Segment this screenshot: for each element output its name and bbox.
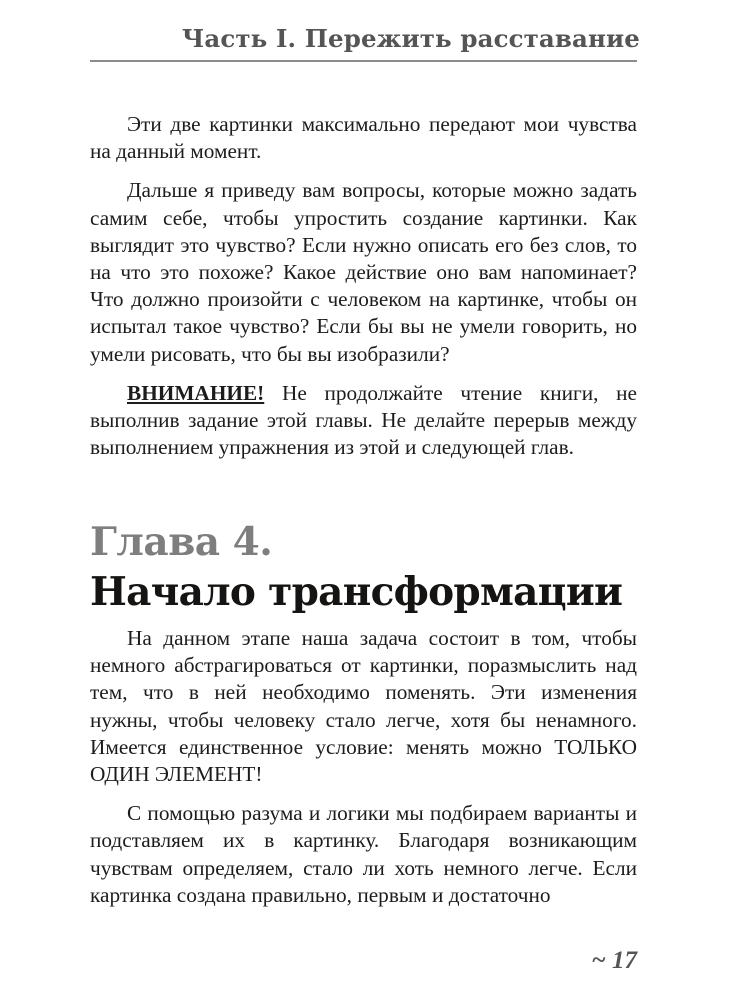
page-number: ~ 17	[591, 947, 637, 974]
paragraph: С помощью разума и логики мы подбираем варианты и подставляем их в картинку. Благодаря возникающим чувствам определяем, стало ли хоть немного легче. Если картинка создана правильно, первым и достаточно	[90, 801, 637, 907]
paragraph: На данном этапе наша задача состоит в том, чтобы немного абстрагироваться от картинки, поразмыслить над тем, что в ней необходимо поменять. Эти изменения нужны, чтобы человеку стало легче, хотя бы ненамного. Имеется единственное условие: менять можно ТОЛЬКО ОДИН ЭЛЕМЕНТ!	[90, 626, 637, 787]
warning-label: ВНИМАНИЕ!	[127, 380, 265, 405]
text-block-intro	[90, 111, 637, 461]
paragraph: Дальше я приведу вам вопросы, которые можно задать самим себе, чтобы упростить создание картинки. Как выглядит это чувство? Если нужно описать его без слов, то на что это похоже? Какое действие оно вам напоминает? Что должно произойти с человеком на картинке, чтобы он испытал такое чувство? Если бы вы не умели говорить, но умели рисовать, что бы вы изобразили?	[90, 178, 637, 366]
text-block-chapter	[90, 625, 637, 909]
paragraph: Эти две картинки максимально передают мои чувства на данный момент.	[90, 112, 637, 164]
header-rule	[90, 60, 637, 62]
warning-paragraph	[90, 380, 637, 462]
chapter-title: Начало трансформации	[90, 569, 623, 615]
warning-text: Не продолжайте чтение книги, не выполнив задание этой главы. Не делайте перерыв между выполнением упражнения из этой и следующей глав.	[90, 380, 637, 460]
running-header: Часть I. Пережить расставание	[181, 24, 640, 53]
chapter-number: Глава 4.	[90, 519, 273, 565]
